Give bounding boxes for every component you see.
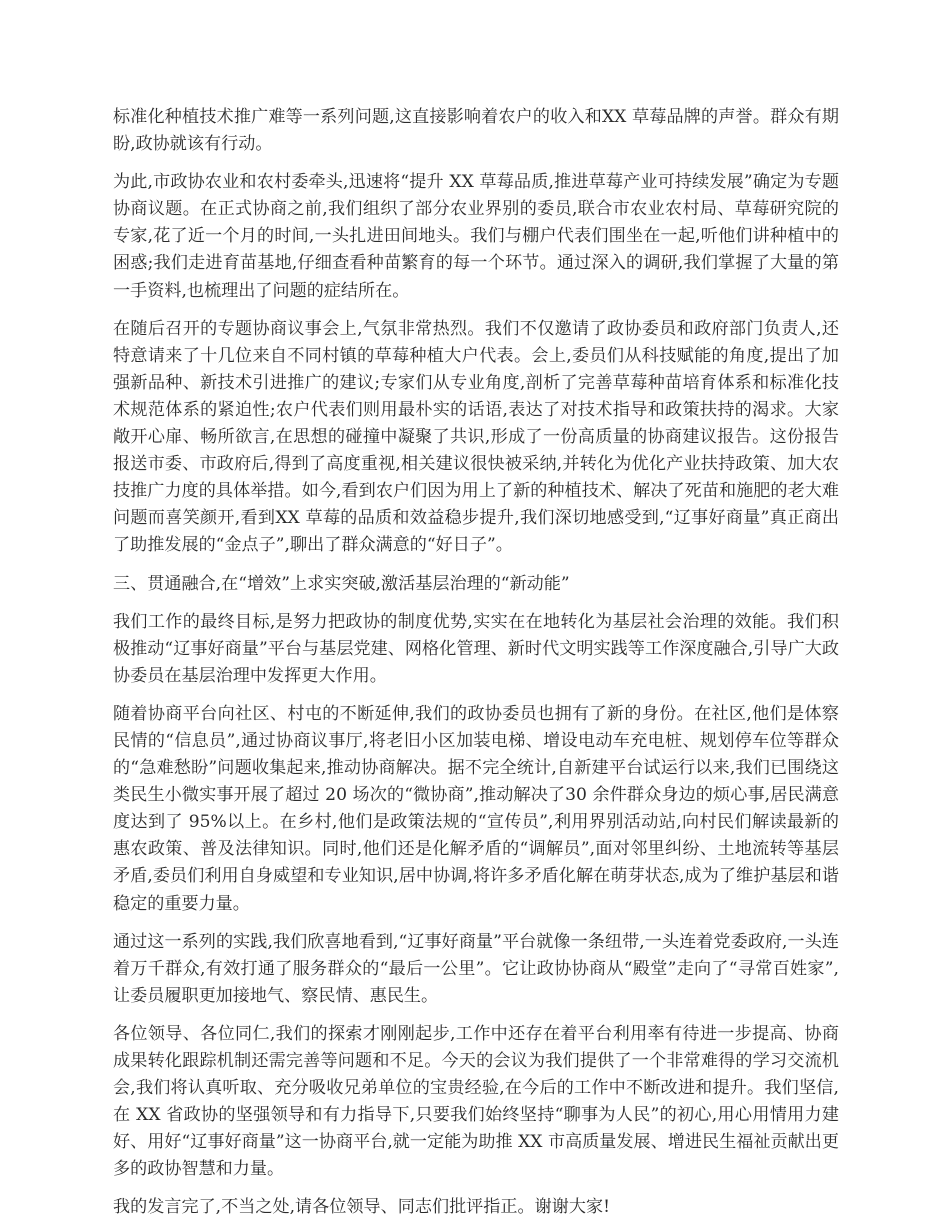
paragraph-closing: 我的发言完了,不当之处,请各位领导、同志们批评指正。谢谢大家!	[113, 1197, 610, 1218]
paragraph-3: 在随后召开的专题协商议事会上,气氛非常热烈。我们不仅邀请了政协委员和政府部门负责人,还特意请来了十几位来自不同村镇的草莓种植大户代表。会上,委员们从科技赋能的角度,提出了加强新品种、新技术引进推广的建议;专家们从专业角度,剖析了完善草莓种苗培育体系和标准化技术规范体系的紧迫性;农户代表们则用最朴实的话语,表达了对技术指导和政策扶持的渴求。大家敞开心扉、畅所欲言,在思想的碰撞中凝聚了共识,形成了一份高质量的协商建议报告。这份报告报送市委、市政府后,得到了高度重视,相关建议很快被采纳,并转化为优化产业扶持政策、加大农技推广力度的具体举措。如今,看到农户们因为用上了新的种植技术、解决了死苗和施肥的老大难问题而喜笑颜开,看到XX 草莓的品质和效益稳步提升,我们深切地感受到,“辽事好商量”真正商出了助推发展的“金点子”,聊出了群众满意的“好日子”。	[113, 318, 839, 556]
document-text-column	[113, 104, 839, 1222]
paragraph-4: 我们工作的最终目标,是努力把政协的制度优势,实实在在地转化为基层社会治理的效能。我们积极推动“辽事好商量”平台与基层党建、网格化管理、新时代文明实践等工作深度融合,引导广大政协委员在基层治理中发挥更大作用。	[113, 611, 839, 686]
paragraph-5: 随着协商平台向社区、村屯的不断延伸,我们的政协委员也拥有了新的身份。在社区,他们是体察民情的“信息员”,通过协商议事厅,将老旧小区加装电梯、增设电动车充电桩、规划停车位等群众的“急难愁盼”问题收集起来,推动协商解决。据不完全统计,自新建平台试运行以来,我们已围绕这类民生小微实事开展了超过 20 场次的“微协商”,推动解决了30 余件群众身边的烦心事,居民满意度达到了 95%以上。在乡村,他们是政策法规的“宣传员”,利用界别活动站,向村民们解读最新的惠农政策、普及法律知识。同时,他们还是化解矛盾的“调解员”,面对邻里纠纷、土地流转等基层矛盾,委员们利用自身威望和专业知识,居中协调,将许多矛盾化解在萌芽状态,成为了维护基层和谐稳定的重要力量。	[113, 703, 839, 914]
paragraph-1: 标准化种植技术推广难等一系列问题,这直接影响着农户的收入和XX 草莓品牌的声誉。群众有期盼,政协就该有行动。	[113, 107, 839, 155]
paragraph-6: 通过这一系列的实践,我们欣喜地看到,“辽事好商量”平台就像一条纽带,一头连着党委政府,一头连着万千群众,有效打通了服务群众的“最后一公里”。它让政协协商从“殿堂”走向了“寻常百姓家”,让委员履职更加接地气、察民情、惠民生。	[113, 931, 839, 1006]
paragraph-2: 为此,市政协农业和农村委牵头,迅速将“提升 XX 草莓品质,推进草莓产业可持续发展”确定为专题协商议题。在正式协商之前,我们组织了部分农业界别的委员,联合市农业农村局、草莓研究院的专家,花了近一个月的时间,一头扎进田间地头。我们与棚户代表们围坐在一起,听他们讲种植中的困惑;我们走进育苗基地,仔细查看种苗繁育的每一个环节。通过深入的调研,我们掌握了大量的第一手资料,也梳理出了问题的症结所在。	[113, 172, 839, 301]
paragraph-7: 各位领导、各位同仁,我们的探索才刚刚起步,工作中还存在着平台利用率有待进一步提高、协商成果转化跟踪机制还需完善等问题和不足。今天的会议为我们提供了一个非常难得的学习交流机会,我们将认真听取、充分吸收兄弟单位的宝贵经验,在今后的工作中不断改进和提升。我们坚信,在 XX 省政协的坚强领导和有力指导下,只要我们始终坚持“聊事为人民”的初心,用心用情用力建好、用好“辽事好商量”这一协商平台,就一定能为助推 XX 市高质量发展、增进民生福祉贡献出更多的政协智慧和力量。	[113, 1023, 839, 1180]
section-heading-three: 三、贯通融合,在“增效”上求实突破,激活基层治理的“新动能”	[113, 573, 570, 594]
